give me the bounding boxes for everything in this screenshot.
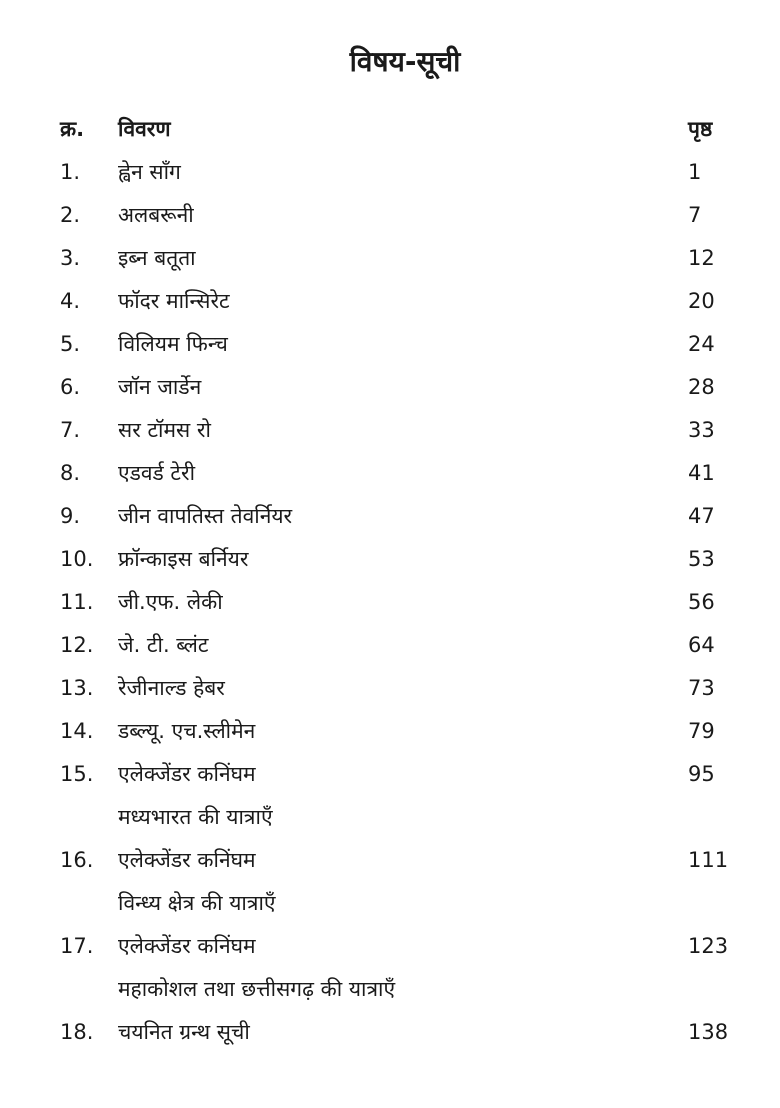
header-number: क्र. [60, 117, 85, 141]
toc-entry [0, 323, 780, 366]
table-of-contents [0, 108, 780, 1054]
entry-title: डब्ल्यू. एच.स्लीमेन [118, 719, 256, 743]
toc-entry [0, 839, 780, 882]
entry-title: ह्वेन साँग [118, 160, 181, 184]
entry-number: 16. [60, 848, 94, 872]
entry-subtitle: महाकोशल तथा छत्तीसगढ़ की यात्राएँ [118, 977, 396, 1001]
toc-entry [0, 581, 780, 624]
toc-entry [0, 409, 780, 452]
entry-title: चयनित ग्रन्थ सूची [118, 1020, 250, 1044]
toc-entry [0, 151, 780, 194]
entry-page-number: 20 [688, 289, 715, 313]
entry-title: जीन वापतिस्त तेवर्नियर [118, 504, 293, 528]
entry-title: अलबरूनी [118, 203, 194, 227]
header-description: विवरण [118, 117, 171, 141]
entry-subtitle: विन्ध्य क्षेत्र की यात्राएँ [118, 891, 276, 915]
page-title: विषय-सूची [349, 45, 461, 78]
toc-entry [0, 237, 780, 280]
entry-page-number: 12 [688, 246, 715, 270]
entry-page-number: 33 [688, 418, 715, 442]
entry-title: फ्रॉन्काइस बर्नियर [118, 547, 249, 571]
entry-title: जी.एफ. लेकी [118, 590, 223, 614]
toc-rows [0, 151, 780, 1054]
toc-entry [0, 1011, 780, 1054]
entry-number: 4. [60, 289, 81, 313]
toc-entry [0, 366, 780, 409]
entry-title: एलेक्जेंडर कनिंघम [118, 762, 256, 786]
entry-page-number: 138 [688, 1020, 729, 1044]
toc-entry [0, 710, 780, 753]
entry-page-number: 1 [688, 160, 702, 184]
entry-number: 12. [60, 633, 94, 657]
entry-page-number: 73 [688, 676, 715, 700]
entry-title: सर टॉमस रो [118, 418, 211, 442]
entry-page-number: 95 [688, 762, 715, 786]
entry-number: 7. [60, 418, 81, 442]
entry-title: विलियम फिन्च [118, 332, 228, 356]
entry-number: 13. [60, 676, 94, 700]
entry-title: जे. टी. ब्लंट [118, 633, 209, 657]
toc-entry-subtitle-line [0, 882, 780, 925]
entry-page-number: 79 [688, 719, 715, 743]
toc-header-row [0, 108, 780, 151]
entry-subtitle: मध्यभारत की यात्राएँ [118, 805, 273, 829]
entry-title: रेजीनाल्ड हेबर [118, 676, 225, 700]
toc-entry [0, 667, 780, 710]
toc-entry [0, 280, 780, 323]
entry-page-number: 24 [688, 332, 715, 356]
entry-title: जॉन जार्डेन [118, 375, 202, 399]
entry-number: 1. [60, 160, 81, 184]
entry-number: 11. [60, 590, 94, 614]
entry-number: 9. [60, 504, 81, 528]
entry-title: इब्न बतूता [118, 246, 196, 270]
toc-entry [0, 753, 780, 796]
entry-page-number: 47 [688, 504, 715, 528]
entry-number: 8. [60, 461, 81, 485]
entry-title: एलेक्जेंडर कनिंघम [118, 848, 256, 872]
entry-number: 15. [60, 762, 94, 786]
entry-page-number: 7 [688, 203, 702, 227]
entry-page-number: 41 [688, 461, 715, 485]
toc-entry [0, 624, 780, 667]
entry-title: एडवर्ड टेरी [118, 461, 196, 485]
toc-entry-subtitle-line [0, 796, 780, 839]
entry-number: 18. [60, 1020, 94, 1044]
entry-number: 17. [60, 934, 94, 958]
toc-entry-subtitle-line [0, 968, 780, 1011]
entry-page-number: 123 [688, 934, 729, 958]
toc-entry [0, 925, 780, 968]
entry-page-number: 111 [688, 848, 729, 872]
entry-page-number: 56 [688, 590, 715, 614]
entry-page-number: 28 [688, 375, 715, 399]
entry-title: एलेक्जेंडर कनिंघम [118, 934, 256, 958]
entry-page-number: 64 [688, 633, 715, 657]
entry-title: फॉदर मान्सिरेट [118, 289, 230, 313]
entry-number: 5. [60, 332, 81, 356]
header-page: पृष्ठ [688, 117, 713, 141]
toc-entry [0, 495, 780, 538]
entry-number: 3. [60, 246, 81, 270]
entry-number: 10. [60, 547, 94, 571]
entry-page-number: 53 [688, 547, 715, 571]
entry-number: 6. [60, 375, 81, 399]
entry-number: 14. [60, 719, 94, 743]
entry-number: 2. [60, 203, 81, 227]
toc-entry [0, 194, 780, 237]
toc-entry [0, 452, 780, 495]
toc-entry [0, 538, 780, 581]
